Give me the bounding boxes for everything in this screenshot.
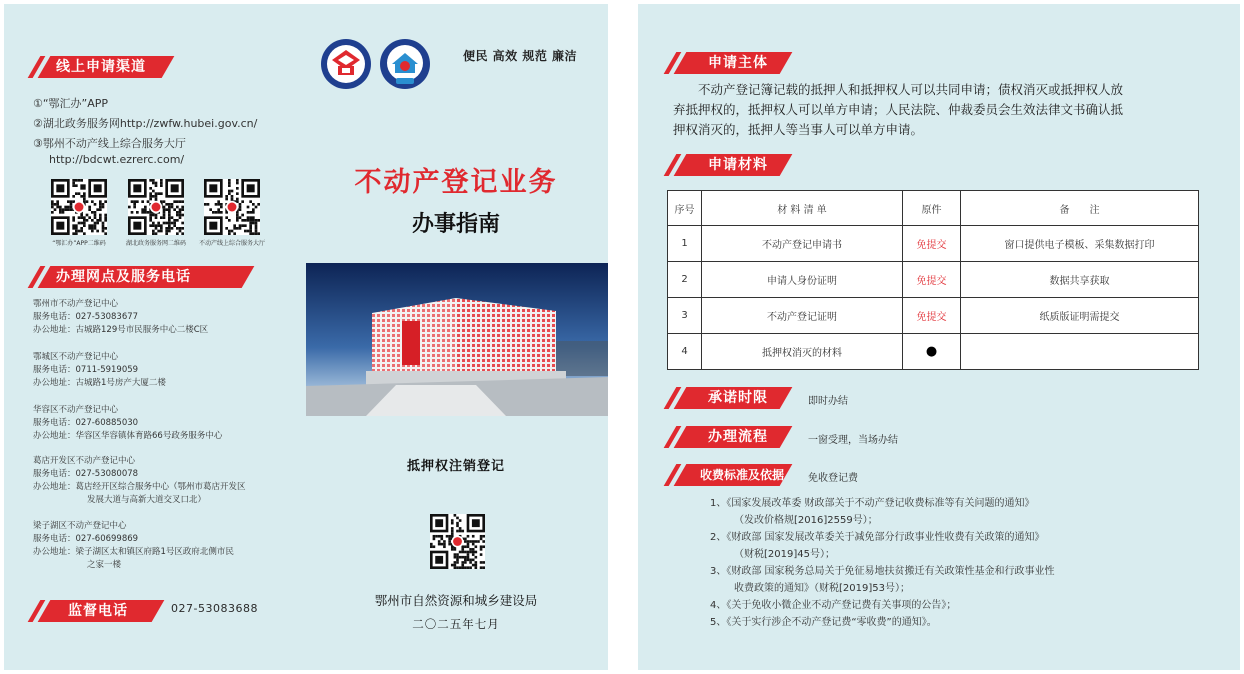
section-tag-subject [670,52,786,74]
section-tag-offices [34,266,248,288]
table-row [668,298,1199,334]
online-item-app: ①“鄂汇办”APP [33,97,109,110]
office-block [33,520,234,572]
header-no: 序号 [668,191,702,226]
fee-basis-line: 收费政策的通知》（财税[2019]53号）； [734,583,910,594]
row-no: 3 [668,298,702,334]
subject-line: 弃抵押权的，抵押权人可以单方申请；人民法院、仲裁委员会生效法律文书确认抵 [673,102,1124,117]
fee-basis-line: （发改价格规[2016]2559号）； [734,515,878,526]
office-name: 鄂城区不动产登记中心 [33,352,119,362]
row-material: 抵押权消灭的材料 [702,334,903,370]
office-phone: 服务电话：027-53083677 [33,312,139,322]
process-title: 办理流程 [708,429,768,445]
bureau-name: 鄂州市自然资源和城乡建设局 [374,593,538,608]
row-material: 不动产登记申请书 [702,226,903,262]
qr-caption-web: 湖北政务服务网二维码 [125,240,186,247]
fee-basis-line: 1、《国家发展改革委 财政部关于不动产登记收费标准等有关问题的通知》 [710,498,1035,509]
row-note [961,334,1199,370]
header-name: 材 料 清 单 [702,191,903,226]
office-address: 办公地址：古城路129号市民服务中心二楼C区 [33,325,209,335]
row-no: 4 [668,334,702,370]
online-title: 线上申请渠道 [56,59,146,75]
office-phone: 服务电话：027-60885030 [33,418,139,428]
supervise-title: 监督电话 [68,603,128,619]
office-address: 办公地址：葛店经开区综合服务中心（鄂州市葛店开发区 [33,482,246,492]
row-note: 数据共享获取 [961,262,1199,298]
office-address-cont: 之家一楼 [87,560,122,570]
row-original: 免提交 [903,298,961,334]
row-note: 纸质版证明需提交 [961,298,1199,334]
time-limit-title: 承诺时限 [708,390,768,406]
row-no: 1 [668,226,702,262]
sub-title: 办事指南 [411,211,500,237]
qr-code-app [51,179,107,235]
section-tag-online [34,56,168,78]
office-block [33,455,246,507]
office-address-cont: 发展大道与高新大道交叉口北） [87,495,207,505]
office-name: 葛店开发区不动产登记中心 [33,456,136,466]
section-tag-process [670,426,786,448]
qr-code-hall [204,179,260,235]
fee-basis-line: 4、《关于免收小微企业不动产登记费有关事项的公告》； [710,600,957,611]
materials-table [667,190,1199,370]
row-material: 不动产登记证明 [702,298,903,334]
header-note: 备 注 [961,191,1199,226]
fee-basis-line: 5、《关于实行涉企不动产登记费“零收费”的通知》。 [710,617,937,628]
service-logo [379,38,431,90]
table-row [668,226,1199,262]
fee-basis-line: 3、《财政部 国家税务总局关于免征易地扶贫搬迁有关政策性基金和行政事业性 [710,566,1055,577]
left-page [4,4,608,670]
online-item-web: ②湖北政务服务网http://zwfw.hubei.gov.cn/ [33,117,258,130]
section-tag-materials [670,154,786,176]
office-phone: 服务电话：027-53080078 [33,469,139,479]
supervise-phone: 027-53083688 [171,602,258,615]
fees-title: 收费标准及依据 [700,468,785,482]
time-limit-value: 即时办结 [808,396,848,407]
business-name: 抵押权注销登记 [406,459,505,474]
qr-code-guide [430,514,485,569]
row-no: 2 [668,262,702,298]
office-name: 鄂州市不动产登记中心 [33,299,119,309]
office-name: 梁子湖区不动产登记中心 [33,521,127,531]
header-original: 原件 [903,191,961,226]
office-block [33,298,208,337]
fees-basis-list [710,495,1210,631]
office-block [33,351,166,390]
subject-text [673,80,1213,140]
office-address: 办公地址：梁子湖区太和镇区府路1号区政府北侧市民 [33,547,234,557]
right-page [638,4,1240,670]
real-estate-registration-logo [320,38,372,90]
office-phone: 服务电话：0711-5919059 [33,365,139,375]
materials-title: 申请材料 [708,157,768,173]
online-item-hall-url: http://bdcwt.ezrerc.com/ [49,153,185,166]
process-value: 一窗受理，当场办结 [808,435,898,446]
fee-basis-line: 2、《财政部 国家发展改革委关于减免部分行政事业性收费有关政策的通知》 [710,532,1045,543]
qr-caption-hall: 不动产线上综合服务大厅 [198,240,265,247]
issue-date: 二〇二五年七月 [412,617,500,631]
section-tag-time-limit [670,387,786,409]
office-block [33,404,222,443]
slogan: 便民 高效 规范 廉洁 [463,49,578,63]
table-row [668,334,1199,370]
subject-title: 申请主体 [708,55,768,71]
office-address: 办公地址：华容区华容镇体育路66号政务服务中心 [33,431,223,441]
subject-line: 押权消灭的，抵押人等当事人可以单方申请。 [673,122,924,137]
subject-line: 不动产登记簿记载的抵押人和抵押权人可以共同申请；债权消灭或抵押权人放 [698,82,1124,97]
building-photo [306,263,608,416]
offices-title: 办理网点及服务电话 [56,269,191,285]
office-phone: 服务电话：027-60699869 [33,534,139,544]
office-name: 华容区不动产登记中心 [33,405,119,415]
row-note: 窗口提供电子模板、采集数据打印 [961,226,1199,262]
row-material: 申请人身份证明 [702,262,903,298]
row-original: 免提交 [903,226,961,262]
row-original: 免提交 [903,262,961,298]
fees-value: 免收登记费 [808,473,858,484]
section-tag-fees [670,464,786,486]
fee-basis-line: （财税[2019]45号）； [734,549,835,560]
section-tag-supervise [34,600,158,622]
main-title: 不动产登记业务 [354,167,558,198]
row-original: ● [903,334,961,370]
table-row [668,262,1199,298]
qr-caption-app: “鄂汇办”APP二维码 [52,240,106,247]
qr-code-web [128,179,184,235]
office-address: 办公地址：古城路1号房产大厦二楼 [33,378,166,388]
table-header-row [668,191,1199,226]
online-item-hall: ③鄂州不动产线上综合服务大厅 [33,137,186,150]
